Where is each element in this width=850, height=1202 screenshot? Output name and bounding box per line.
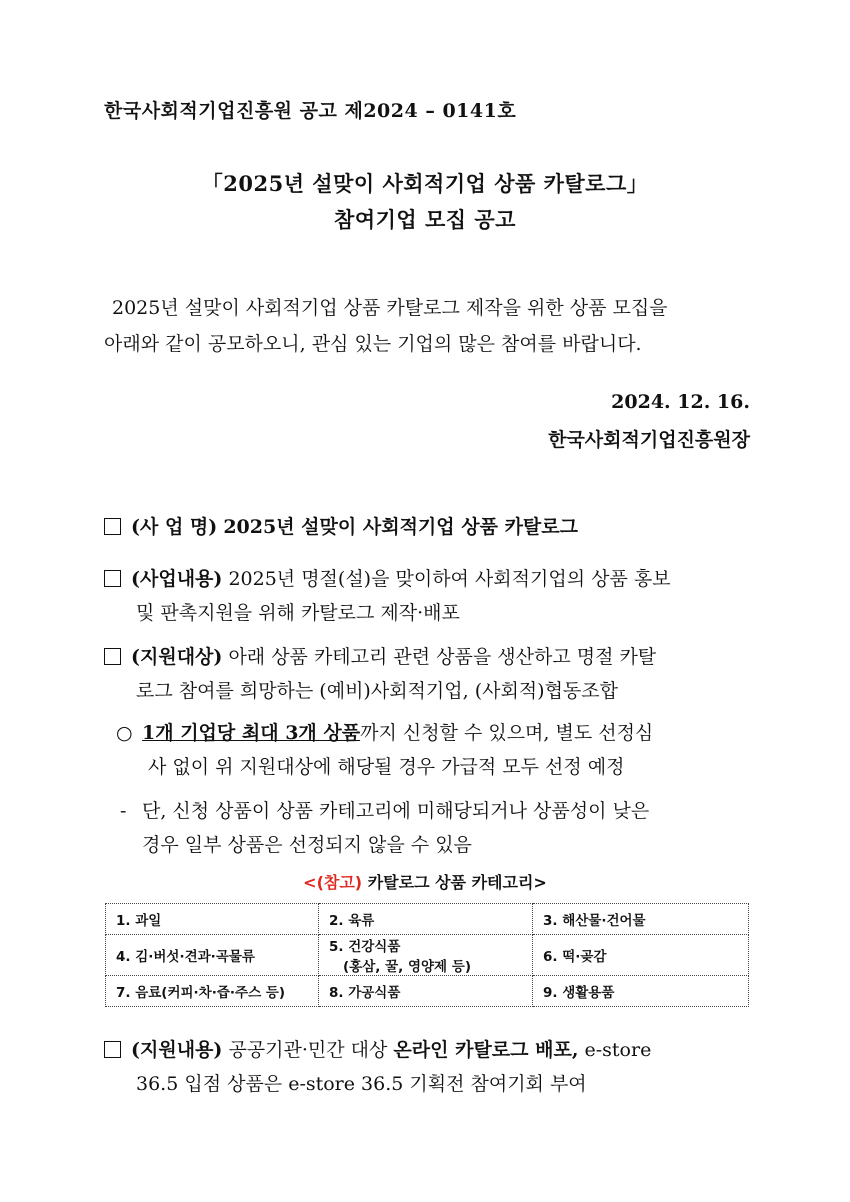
dash-line-2: 경우 일부 상품은 선정되지 않을 수 있음 [142, 834, 472, 856]
project-content-line-1: 2025년 명절(설)을 맞이하여 사회적기업의 상품 홍보 [228, 568, 671, 590]
bullet-rest: 까지 신청할 수 있으며, 별도 선정심 [360, 722, 654, 744]
support-emphasis: 온라인 카탈로그 배포, [393, 1039, 579, 1061]
table-row [106, 904, 749, 935]
reference-tag: (참고) [316, 873, 363, 892]
reference-title-text: 카탈로그 상품 카테고리> [367, 873, 547, 892]
bullet-emphasis: 1개 기업당 최대 3개 상품 [142, 722, 361, 744]
section-project-content [104, 562, 752, 630]
table-cell: 3. 해산물·건어물 [533, 904, 749, 935]
health-food-sub: (홍삼, 꿀, 영양제 등) [343, 959, 471, 975]
category-table [105, 903, 749, 1007]
intro-line-2: 아래와 같이 공모하오니, 관심 있는 기업의 많은 참여를 바랍니다. [104, 333, 642, 355]
section-key: (지원내용) [131, 1039, 223, 1061]
support-post: e-store [584, 1039, 652, 1061]
bullet-line-2: 사 없이 위 지원대상에 해당될 경우 가급적 모두 선정 예정 [148, 756, 625, 778]
section-key: (지원대상) [131, 646, 223, 668]
intro-paragraph [104, 290, 750, 362]
checkbox-square-icon [104, 648, 121, 665]
dash-item [120, 794, 752, 862]
table-row [106, 935, 749, 976]
section-project-name [104, 510, 752, 544]
health-food-label: 5. 건강식품 [329, 939, 401, 955]
section-target [104, 640, 752, 708]
table-cell: 7. 음료(커피·차·즙·주스 등) [106, 976, 319, 1007]
notice-title: 「2025년 설맞이 사회적기업 상품 카탈로그」 [201, 171, 649, 196]
target-line-2: 로그 참여를 희망하는 (예비)사회적기업, (사회적)협동조합 [136, 680, 618, 702]
target-line-1: 아래 상품 카테고리 관련 상품을 생산하고 명절 카탈 [228, 646, 657, 668]
section-key: (사업내용) [131, 568, 223, 590]
reference-open: < [303, 873, 317, 892]
reference-title [0, 870, 850, 893]
notice-number: 한국사회적기업진흥원 공고 제2024 – 0141호 [104, 100, 517, 122]
dash-bullet-icon: - [120, 800, 127, 822]
support-pre: 공공기관·민간 대상 [228, 1039, 388, 1061]
notice-subtitle: 참여기업 모집 공고 [334, 207, 516, 232]
table-row [106, 976, 749, 1007]
bullet-item [116, 716, 752, 784]
dash-line-1: 단, 신청 상품이 상품 카테고리에 미해당되거나 상품성이 낮은 [142, 800, 650, 822]
table-cell: 1. 과일 [106, 904, 319, 935]
table-cell: 4. 김·버섯·견과·곡물류 [106, 935, 319, 976]
intro-line-1: 2025년 설맞이 사회적기업 상품 카탈로그 제작을 위한 상품 모집을 [112, 297, 668, 319]
checkbox-square-icon [104, 518, 121, 535]
section-key: (사 업 명) [131, 516, 218, 538]
support-line-2: 36.5 입점 상품은 e-store 36.5 기획전 참여기회 부여 [136, 1073, 587, 1095]
table-cell [319, 935, 533, 976]
project-content-line-2: 및 판촉지원을 위해 카탈로그 제작·배포 [136, 602, 460, 624]
circle-bullet-icon: ○ [116, 722, 133, 744]
table-cell: 6. 떡·곶감 [533, 935, 749, 976]
checkbox-square-icon [104, 570, 121, 587]
issuer-name: 한국사회적기업진흥원장 [548, 429, 750, 451]
table-cell: 8. 가공식품 [319, 976, 533, 1007]
issue-date: 2024. 12. 16. [611, 391, 750, 413]
table-cell: 9. 생활용품 [533, 976, 749, 1007]
checkbox-square-icon [104, 1041, 121, 1058]
project-name-value: 2025년 설맞이 사회적기업 상품 카탈로그 [223, 516, 578, 538]
section-support [104, 1033, 752, 1101]
table-cell: 2. 육류 [319, 904, 533, 935]
